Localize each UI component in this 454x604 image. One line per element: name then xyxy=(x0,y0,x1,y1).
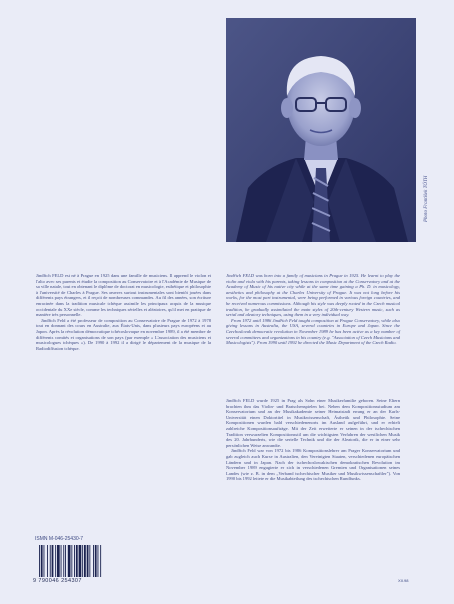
barcode-number: 9 790046 254307 xyxy=(33,578,82,584)
german-biography xyxy=(226,398,400,482)
composer-portrait-photo xyxy=(226,18,416,242)
ismn-number: ISMN M-046-25430-7 xyxy=(35,536,84,542)
french-biography xyxy=(36,273,211,351)
english-paragraph-2: From 1972 until 1986 Jindřich Feld taught composition at Prague Conservatory, while also giving lessons in Australia, the USA, several countries in Europe and Japan. Since the Czechoslovak democratic revolution in November 1989 he has been active as a key number of several committees and organizations in his country (e.g. "Association of Czech Musicians and Musicologists"). From 1990 until 1992 he directed the Music Department of the Czech Radio. xyxy=(226,317,400,346)
french-paragraph-2: Jindřich Feld a été professeur de composition au Conservatoire de Prague de 1972 à 1978 tout en donnant des cours en Australie, aux États-Unis, dans plusieurs pays européens et au Japon. Après la révolution démocratique tchécoslovaque en novembre 1989, il a été membre de différents comités et organisations de son pays (par exemple « L'association des musiciens et musicologues tchèques »). De 1990 à 1992 il a dirigé le département de la musique de la Radiodiffusion tchèque. xyxy=(36,317,211,351)
german-paragraph-1: Jindřich FELD wurde 1925 in Prag als Sohn einer Musikerfamilie geboren. Seine Eltern brachten ihm das Violin- und Bratschenspielen bei. Neben dem Kompositionsstudium am Konservatorium und an der Musikakademie seiner Heimatstadt errang er an der Karls-Universität einen Doktortitel in Musikwissenschaft, Ästhetik und Philosophie. Seine Kompositionen wurden bald verschiedenenorts im Ausland aufgeführt, und er erhielt zahlreiche Kompositionsaufträge. Mit der Zeit erweiterte er seinen in der tschechischen Tradition verwurzelten Kompositionsstil um die wichtigsten Verfahren der westlichen Musik des 20. Jahrhunderts, wie die serielle Technik und die der Aleatorik, die er in einer sehr persönlichen Weise anwandte. xyxy=(226,398,400,448)
catalog-code: XII.98 xyxy=(398,578,409,583)
german-paragraph-2: Jindřich Feld war von 1972 bis 1986 Kompositionslehrer am Prager Konservatorium und gab zugleich auch Kurse in Australien, den Vereinigten Staaten, verschiedenen europäischen Ländern und in Japan. Nach der tschechoslowakischen demokratischen Revolution im November 1989 engagierte er sich in verschiedenen Gremien und Organisationen seines Landes (wie z. B. in dem „Verband tschechischer Musiker und Musikwissenschaftler"). Von 1990 bis 1992 leitete er die Musikabteilung des tschechischen Rundfunks. xyxy=(226,448,400,482)
photo-credit: Photo František TÓTH xyxy=(424,175,429,222)
english-paragraph-1: Jindřich FELD was born into a family of musicians in Prague in 1925. He learnt to play the violin and viola with his parents, taking lessons in composition at the Conservatory and at the Academy of Music of his native city while at the same time gaining a Ph. D. in musicology, aesthetics and philosophy at the Charles University of Prague. It was not long before his works, for the most part instrumental, were being performed in various foreign countries, and he received numerous commissions. Although his style was deeply rooted in the Czech musical tradition, he gradually assimilated the main styles of 20th-century Western music, such as serial and aleatory techniques, using them in a very individual way. xyxy=(226,273,400,318)
english-biography xyxy=(226,273,400,346)
barcode-image xyxy=(35,545,131,579)
french-paragraph-1: Jindřich FELD est né à Prague en 1925 dans une famille de musiciens. Il apprend le violon et l'alto avec ses parents et étudie la composition au Conservatoire et à l'Académie de Musique de sa ville natale, tout en obtenant le diplôme de doctorat en musicologie, esthétique et philosophie à l'université de Charles à Prague. Ses œuvres surtout instrumentales sont bientôt jouées dans différents pays étrangers, et il reçoit de nombreuses commandes. Au fil des années, son écriture enracinée dans la tradition musicale tchèque assimile les principaux acquis de la musique occidentale du XXe siècle, comme les techniques sérielles et aléatoires, qu'il met en pratique de manière très personnelle. xyxy=(36,273,211,318)
